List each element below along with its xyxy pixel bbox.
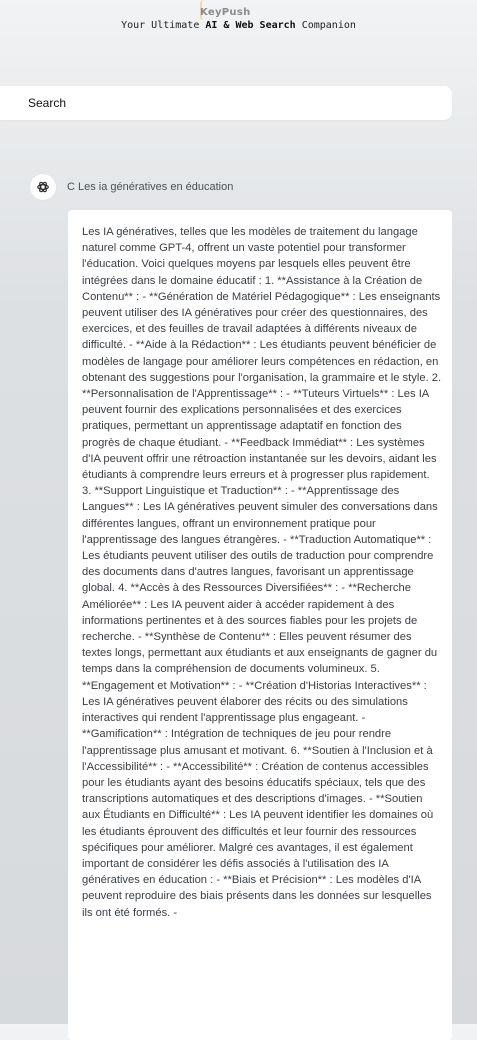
response-text: Les IA génératives, telles que les modèles de traitement du langage naturel comme GPT-4, offrent un vaste potentiel pour transformer l'éducation. Voici quelques moyens par lesquels elles peuvent être intégrées dans le domaine éducatif : 1. **Assistance à la Création de Contenu** : - **Génération de Matériel Pédagogique** : Les enseignants peuvent utiliser des IA génératives pour créer des questionnaires, des exercices, et des feuilles de travail adaptées à différents niveaux de difficulté. - **Aide à la Rédaction** : Les étudiants peuvent bénéficier de modèles de langage pour améliorer leurs compétences en rédaction, en obtenant des suggestions pour l'organisation, la grammaire et le style. 2. **Personnalisation de l'Apprentissage** : - **Tuteurs Virtuels** : Les IA peuvent fournir des explications personnalisées et des exercices pratiques, permettant un apprentissage adaptatif en fonction des progrès de chaque étudiant. - **Feedback Immédiat** : Les systèmes d'IA peuvent offrir une rétroaction instantanée sur les devoirs, aidant les étudiants à comprendre leurs erreurs et à progresser plus rapidement. 3. **Support Linguistique et Traduction** : - **Apprentissage des Langues** : Les IA génératives peuvent simuler des conversations dans différentes langues, offrant un environnement pratique pour l'apprentissage des langues étrangères. - **Traduction Automatique** : Les étudiants peuvent utiliser des outils de traduction pour comprendre des documents dans d'autres langues, favorisant un apprentissage global. 4. **Accès à des Ressources Diversifiées** : - **Recherche Améliorée** : Les IA peuvent aider à accéder rapidement à des informations pertinentes et à des sources fiables pour les projets de recherche. - **Synthèse de Contenu** : Elles peuvent résumer des textes longs, permettant aux étudiants et aux enseignants de gagner du temps dans la compréhension de documents volumineux. 5. **Engagement et Motivation** : - **Création d'Historias Interactives** : Les IA génératives peuvent élaborer des récits ou des simulations interactives qui rendent l'apprentissage plus engageant. - **Gamification** : Intégration de techniques de jeu pour rendre l'apprentissage plus amusant et motivant. 6. **Soutien à l'Inclusion et à l'Accessibilité** : - **Accessibilité** : Création de contenus accessibles pour les étudiants ayant des besoins éducatifs spéciaux, tels que des transcriptions automatiques et des descriptions d'images. - **Soutien aux Étudiants en Difficulté** : Les IA peuvent identifier les domaines où les étudiants éprouvent des difficultés et leur fournir des ressources spécifiques pour améliorer. Malgré ces avantages, il est également important de considérer les défis associés à l'utilisation des IA génératives en éducation : - **Biais et Précision** : Les modèles d'IA peuvent reproduire des biais présents dans les données sur lesquelles ils ont été formés. - (82, 226, 442, 919)
brand-name: KeyPush (200, 7, 251, 18)
message-header (30, 172, 233, 202)
tagline (0, 20, 477, 31)
openai-logo-icon (30, 174, 56, 200)
tagline-prefix: Your Ultimate (121, 20, 206, 31)
response-card (68, 210, 452, 1040)
search-input[interactable] (0, 95, 430, 111)
search-bar[interactable] (0, 86, 452, 120)
app-header (0, 0, 477, 40)
tagline-suffix: Companion (295, 20, 356, 31)
message-title: C Les ia génératives en éducation (67, 181, 234, 193)
tagline-highlight: AI & Web Search (205, 20, 296, 31)
